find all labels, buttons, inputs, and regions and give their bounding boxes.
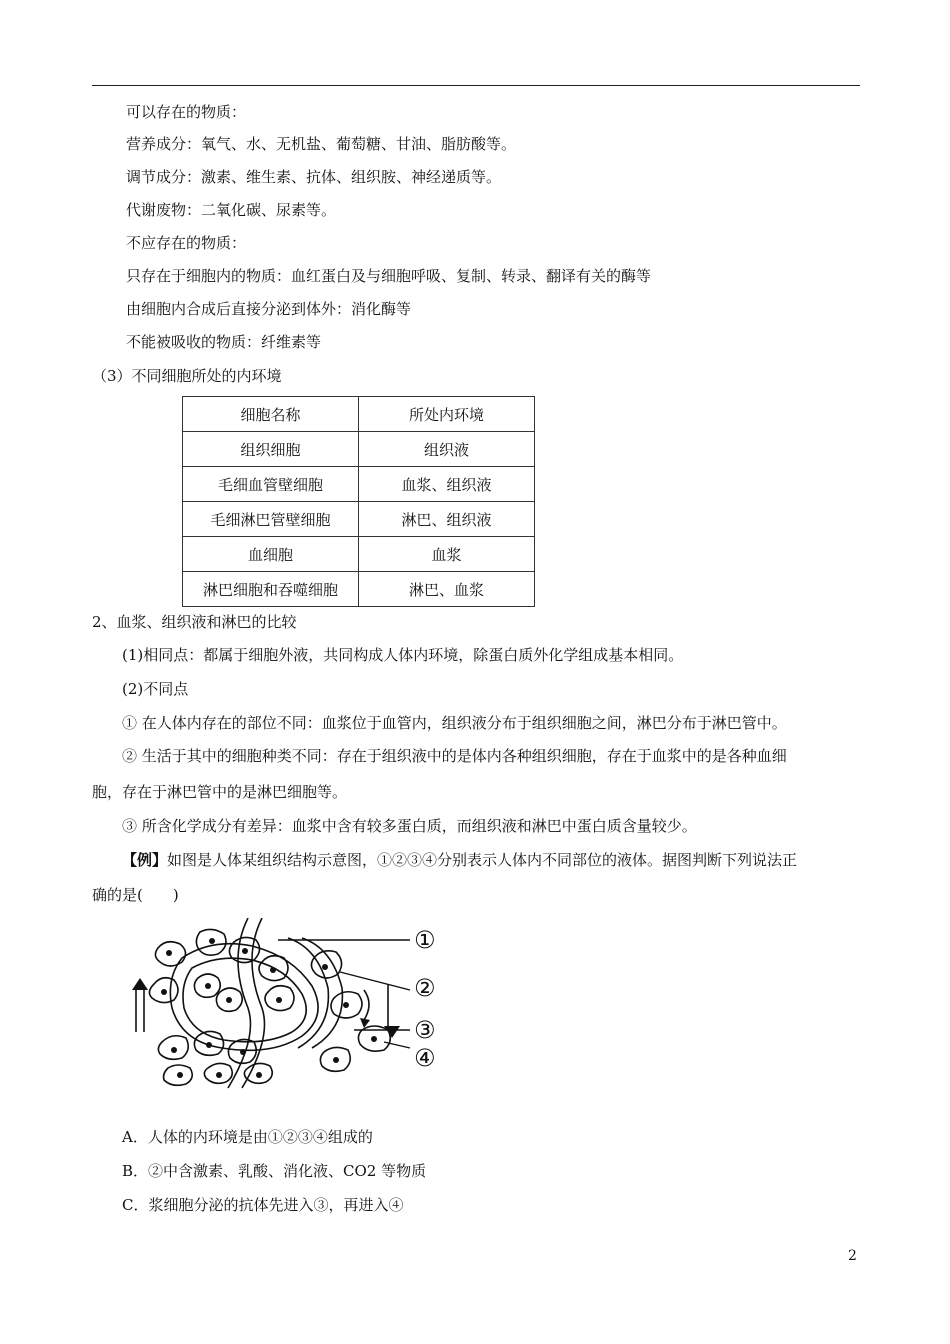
diagram-label-3: ③	[414, 1016, 436, 1044]
text-line: ① 在人体内存在的部位不同：血浆位于血管内，组织液分布于组织细胞之间，淋巴分布于淋巴管中。	[122, 714, 787, 732]
example-question-line: 确的是( )	[92, 886, 179, 904]
text-line: (2)不同点	[122, 680, 189, 698]
table-cell: 淋巴细胞和吞噬细胞	[183, 572, 359, 607]
page-number: 2	[848, 1248, 857, 1264]
section-title: 2、血浆、组织液和淋巴的比较	[92, 613, 297, 631]
table-cell: 血细胞	[183, 537, 359, 572]
table-header-cell: 细胞名称	[183, 397, 359, 432]
tissue-structure-diagram	[128, 918, 448, 1090]
text-line: 可以存在的物质：	[126, 103, 247, 121]
table-header-row	[183, 397, 535, 432]
option-a: A．人体的内环境是由①②③④组成的	[122, 1128, 373, 1146]
cell-environment-table	[182, 396, 535, 607]
text-line: 不能被吸收的物质：纤维素等	[126, 333, 322, 351]
table-cell: 淋巴、血浆	[359, 572, 535, 607]
table-row	[183, 467, 535, 502]
table-cell: 血浆、组织液	[359, 467, 535, 502]
text-line: 胞，存在于淋巴管中的是淋巴细胞等。	[92, 783, 348, 801]
table-row	[183, 502, 535, 537]
table-cell: 淋巴、组织液	[359, 502, 535, 537]
table-header-cell: 所处内环境	[359, 397, 535, 432]
table-row	[183, 432, 535, 467]
text-line: ③ 所含化学成分有差异：血浆中含有较多蛋白质，而组织液和淋巴中蛋白质含量较少。	[122, 817, 697, 835]
option-b: B．②中含激素、乳酸、消化液、CO2 等物质	[122, 1162, 427, 1180]
text-line: 不应存在的物质：	[126, 234, 247, 252]
text-line: 营养成分：氧气、水、无机盐、葡萄糖、甘油、脂肪酸等。	[126, 135, 517, 153]
diagram-label-2: ②	[414, 974, 436, 1002]
text-line: 代谢废物：二氧化碳、尿素等。	[126, 201, 337, 219]
option-c: C．浆细胞分泌的抗体先进入③，再进入④	[122, 1196, 404, 1214]
subsection-title: （3）不同细胞所处的内环境	[92, 367, 282, 385]
text-line: ② 生活于其中的细胞种类不同：存在于组织液中的是体内各种组织细胞，存在于血浆中的是各种血细	[122, 747, 787, 765]
text-line: 由细胞内合成后直接分泌到体外：消化酶等	[126, 300, 412, 318]
example-question-text: 如图是人体某组织结构示意图，①②③④分别表示人体内不同部位的液体。据图判断下列说法正	[167, 851, 798, 869]
table-row	[183, 572, 535, 607]
text-line: (1)相同点：都属于细胞外液，共同构成人体内环境，除蛋白质外化学组成基本相同。	[122, 646, 684, 664]
table-row	[183, 537, 535, 572]
table-cell: 组织细胞	[183, 432, 359, 467]
diagram-label-4: ④	[414, 1044, 436, 1072]
text-line: 只存在于细胞内的物质：血红蛋白及与细胞呼吸、复制、转录、翻译有关的酶等	[126, 267, 652, 285]
table-cell: 毛细血管壁细胞	[183, 467, 359, 502]
example-question-line	[122, 850, 797, 870]
diagram-label-1: ①	[414, 926, 436, 954]
table-cell: 毛细淋巴管壁细胞	[183, 502, 359, 537]
header-rule	[92, 85, 860, 86]
table-cell: 组织液	[359, 432, 535, 467]
table-cell: 血浆	[359, 537, 535, 572]
example-tag: 【例】	[122, 851, 168, 869]
text-line: 调节成分：激素、维生素、抗体、组织胺、神经递质等。	[126, 168, 502, 186]
